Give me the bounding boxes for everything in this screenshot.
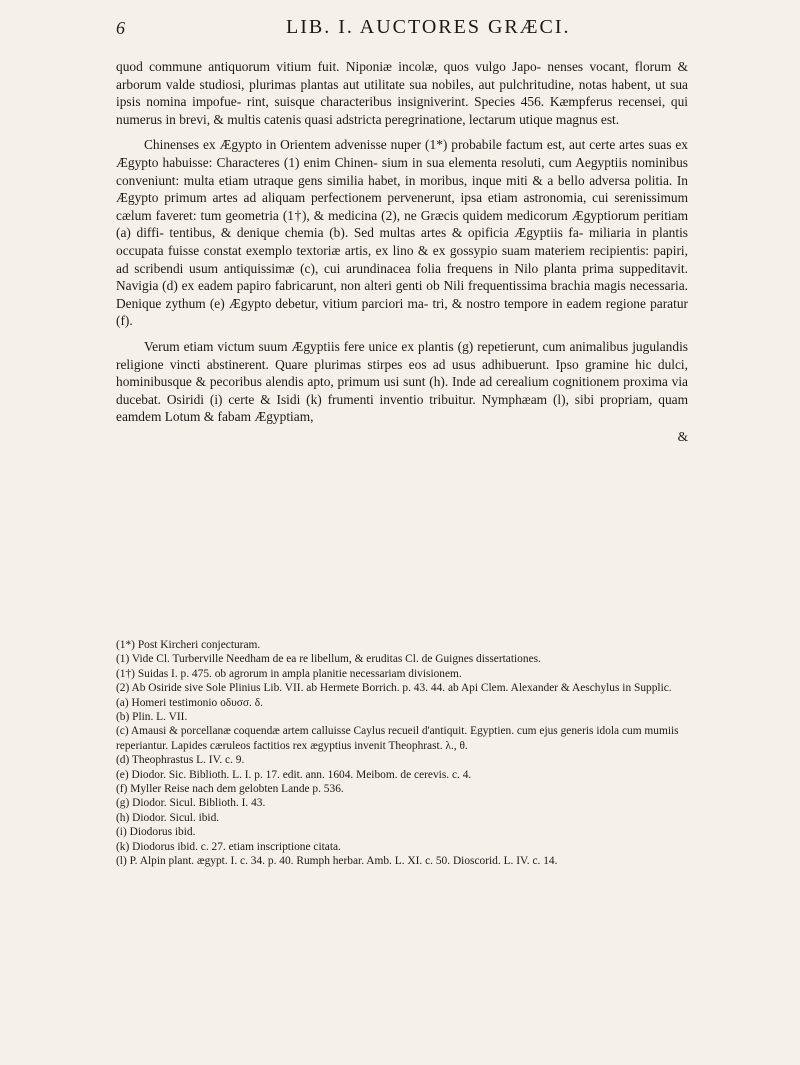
footnote: (c) Amausi & porcellanæ coquendæ artem calluisse Caylus recueil d'antiquit. Egyptien. cum ejus generis idola cum mumiis reperiantur. Lapides cæruleos factitios rex ægyptius invenit Theophrast. λ., θ. (116, 725, 679, 752)
footnote: (g) Diodor. Sicul. Biblioth. I. 43. (116, 797, 266, 810)
paragraph-2: Chinenses ex Ægypto in Orientem advenisse nuper (1*) probabile factum est, aut certe artes suas ex Ægypto habuisse: Characteres (1) enim Chinen- sium in sua elementa resoluti, cum Aegyptiis nominibus conveniunt: multa etiam utraque gens similia habet, in moribus, inque miti & a bello adversa politia. In Ægypto primum artes ad aliquam perfectionem pervenerunt, ipsa etiam astronomia, cui serenissimum cælum faveret: tum geometria (1†), & medicina (2), ne Græcis quidem medicorum Ægyptiorum peritiam (a) diffi- tentibus, & denique chemia (b). Sed multas artes & opificia Ægyptiis fa- miliaria in plantis occupata fuisse constat exemplo textoriæ artis, ex lino & ex gossypio suam materiem recipientis: papiri, ad scribendi usum antiquissimæ (c), cui arundinacea folia frequens in Nilo planta prima suppeditavit. Navigia (d) ex eadem papiro fabricarunt, non alteri genti ob Nili frequentissima brachia magis necessaria. Denique zythum (e) Ægypto debetur, vitium parciori ma- tri, & nostro tempore in eadem regione paratur (f). (116, 137, 688, 329)
footnote: (i) Diodorus ibid. (116, 826, 196, 839)
footnotes (116, 638, 688, 869)
running-title: LIB. I. AUCTORES GRÆCI. (286, 16, 571, 38)
footnote: (a) Homeri testimonio οδυσσ. δ. (116, 696, 263, 709)
page-number: 6 (116, 18, 125, 38)
footnote: (e) Diodor. Sic. Biblioth. L. I. p. 17. edit. ann. 1604. Meibom. de cerevis. c. 4. (116, 768, 472, 781)
paragraph-3: Verum etiam victum suum Ægyptiis fere unice ex plantis (g) repetierunt, cum animalibus jugulandis religione vincti abstinerent. Quare plurimas stirpes eos ad usus adhibuerunt. Ipso gramine hic dulci, hominibusque & pecoribus alendis apto, primum usi sunt (h). Inde ad cerealium cognitionem proxima via ducebat. Osiridi (i) certe & Isidi (k) frumenti inventio tribuitur. Nymphæam (l), sibi propriam, quam eamdem Lotum & fabam Ægyptiam, (116, 338, 688, 425)
footnote: (b) Plin. L. VII. (116, 711, 188, 724)
footnote: (2) Ab Osiride sive Sole Plinius Lib. VII. ab Hermete Borrich. p. 43. 44. ab Api Clem. Alexander & Aeschylus in Supplic. (116, 682, 672, 695)
footnote: (1) Vide Cl. Turberville Needham de ea re libellum, & eruditas Cl. de Guignes dissertationes. (116, 653, 541, 666)
footnote: (l) P. Alpin plant. ægypt. I. c. 34. p. 40. Rumph herbar. Amb. L. XI. c. 50. Dioscorid. L. IV. c. 14. (116, 855, 558, 868)
catchword: & (677, 428, 688, 444)
paragraph-1: quod commune antiquorum vitium fuit. Niponiæ incolæ, quos vulgo Japo- nenses vocant, florum & arborum valde studiosi, plurimas plantas aut utilitate sua nobiles, aut pulchritudine, notas habent, ut sua ipsis nomina impofue- rint, suisque characteribus insigniverint. Species 456. Kæmpferus recensei, qui numerus in brevi, & multis catenis quasi adstricta peregrinatione, lectarum utique magnus est. (116, 59, 688, 127)
main-text (116, 58, 688, 445)
footnote: (d) Theophrastus L. IV. c. 9. (116, 754, 245, 767)
footnote: (h) Diodor. Sicul. ibid. (116, 811, 220, 824)
footnote: (f) Myller Reise nach dem gelobten Lande p. 536. (116, 783, 344, 796)
footnote: (1*) Post Kircheri conjecturam. (116, 639, 261, 651)
footnote: (1†) Suidas I. p. 475. ob agrorum in ampla planitie necessariam divisionem. (116, 667, 462, 680)
footnote: (k) Diodorus ibid. c. 27. etiam inscriptione citata. (116, 840, 341, 853)
page-header (116, 14, 686, 42)
